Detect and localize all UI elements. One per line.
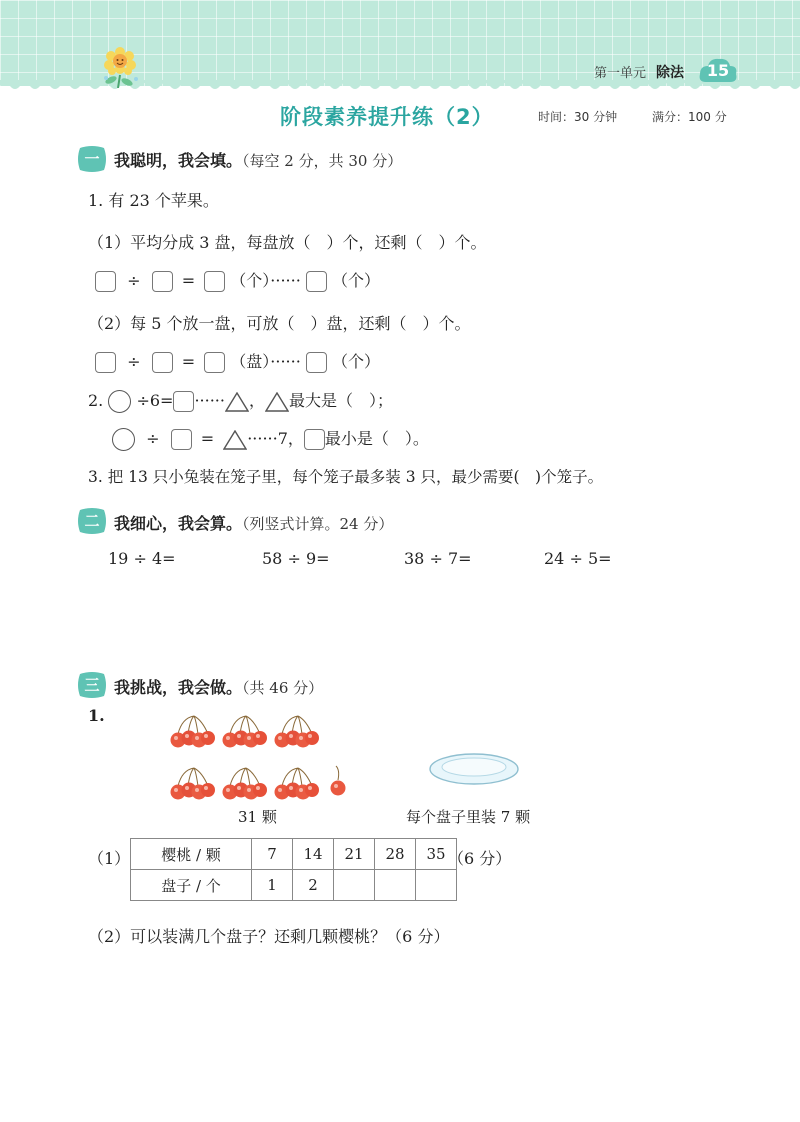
cherry-bunch [171,768,216,800]
table-row [131,839,457,870]
section-2-note: （列竖式计算。24 分） [242,515,394,533]
eq-sign: = [200,429,215,448]
cherry-table [130,838,457,901]
answer-box[interactable] [152,352,173,373]
section-1-title: 我聪明，我会填。 [114,151,243,170]
cherry-caption: 31 颗 [238,808,277,826]
comma: ， [248,391,265,410]
flower-icon [98,42,144,88]
table-row-header: 樱桃 / 颗 [131,839,252,870]
section-1-note: （每空 2 分，共 30 分） [242,152,403,170]
table-cell: 7 [252,839,293,870]
badge-number: 三 [84,676,100,694]
eq-sign: = [181,271,196,290]
unit-text: （个） [332,271,381,290]
answer-box[interactable] [204,352,225,373]
section-3-note: （共 46 分） [242,679,324,697]
triangle-shape[interactable] [223,430,247,450]
answer-box[interactable] [152,271,173,292]
calc-problem: 19 ÷ 4= [108,549,176,568]
equation-row-1 [95,268,380,292]
unit-text: （个） [332,352,381,371]
table-cell: 35 [416,839,457,870]
circle-shape[interactable] [112,428,135,451]
div-sign: ÷ [127,352,141,371]
part-1-score: （6 分） [448,849,512,868]
part-1-label: （1） [88,849,131,868]
cherry-bunch [223,716,268,748]
answer-box[interactable] [204,271,225,292]
badge-number: 二 [84,512,100,530]
question-1-part-2: （2）每 5 个放一盘，可放（ ）盘，还剩（ ）个。 [88,314,471,333]
triangle-shape[interactable] [265,392,289,412]
equation-row-2 [95,349,380,373]
div-sign: ÷ [146,429,160,448]
equation-text: ÷6= [136,391,174,410]
cherry-bunch [275,716,320,748]
badge-number: 一 [84,150,100,168]
table-row [131,870,457,901]
header-unit [594,62,684,82]
square-shape[interactable] [173,391,194,412]
section-3-title: 我挑战，我会做。 [114,678,243,697]
table-answer-cell[interactable] [375,870,416,901]
total-score: 满分：100 分 [652,110,727,124]
question-text: 最大是（ ）； [288,391,393,410]
topic-label: 除法 [656,65,685,81]
cherry-bunch [275,768,320,800]
section-badge-2 [76,508,108,534]
circle-shape[interactable] [108,390,131,413]
table-cell: 28 [375,839,416,870]
square-shape[interactable] [304,429,325,450]
page-number-badge [698,56,738,86]
table-answer-cell[interactable] [416,870,457,901]
table-cell: 1 [252,870,293,901]
time-limit: 时间：30 分钟 [538,110,618,124]
table-answer-cell[interactable] [334,870,375,901]
calc-problem: 24 ÷ 5= [544,549,612,568]
plate-icon [428,752,520,786]
plate-caption: 每个盘子里装 7 颗 [406,808,531,826]
question-1-part-1: （1）平均分成 3 盘，每盘放（ ）个，还剩（ ）个。 [88,233,487,252]
section-badge-1 [76,146,108,172]
question-number: 2. [88,391,104,410]
unit-text: （盘）······ [230,352,301,371]
table-cell: 21 [334,839,375,870]
table-row-header: 盘子 / 个 [131,870,252,901]
remainder-dots: ······ [194,391,225,410]
question-2-line-2 [112,426,429,451]
cherry-bunch [171,716,216,748]
eq-sign: = [181,352,196,371]
question-1: 1. 有 23 个苹果。 [88,191,219,210]
part-2-question: （2）可以装满几个盘子？还剩几颗樱桃？（6 分） [88,927,450,946]
page-number: 15 [706,61,730,80]
triangle-shape[interactable] [225,392,249,412]
answer-box[interactable] [306,352,327,373]
answer-box[interactable] [95,352,116,373]
calc-problem: 58 ÷ 9= [262,549,330,568]
table-cell: 14 [293,839,334,870]
table-cell: 2 [293,870,334,901]
section-badge-3 [76,672,108,698]
div-sign: ÷ [127,271,141,290]
page-title: 阶段素养提升练（2） [280,105,494,129]
answer-box[interactable] [95,271,116,292]
remainder-text: ······7， [247,429,304,448]
calc-problem: 38 ÷ 7= [404,549,472,568]
cherry-bunch [223,768,268,800]
question-2-line-1 [88,388,393,413]
answer-box[interactable] [306,271,327,292]
question-1: 1. [88,706,105,725]
square-shape[interactable] [171,429,192,450]
unit-label: 第一单元 [594,66,647,81]
question-3: 3. 把 13 只小兔装在笼子里，每个笼子最多装 3 只，最少需要( )个笼子。 [88,468,604,486]
single-cherry [331,781,346,796]
question-text: 最小是（ ）。 [324,429,429,448]
cherries-illustration [162,710,352,804]
unit-text: （个）······ [230,271,301,290]
section-2-title: 我细心，我会算。 [114,514,243,533]
